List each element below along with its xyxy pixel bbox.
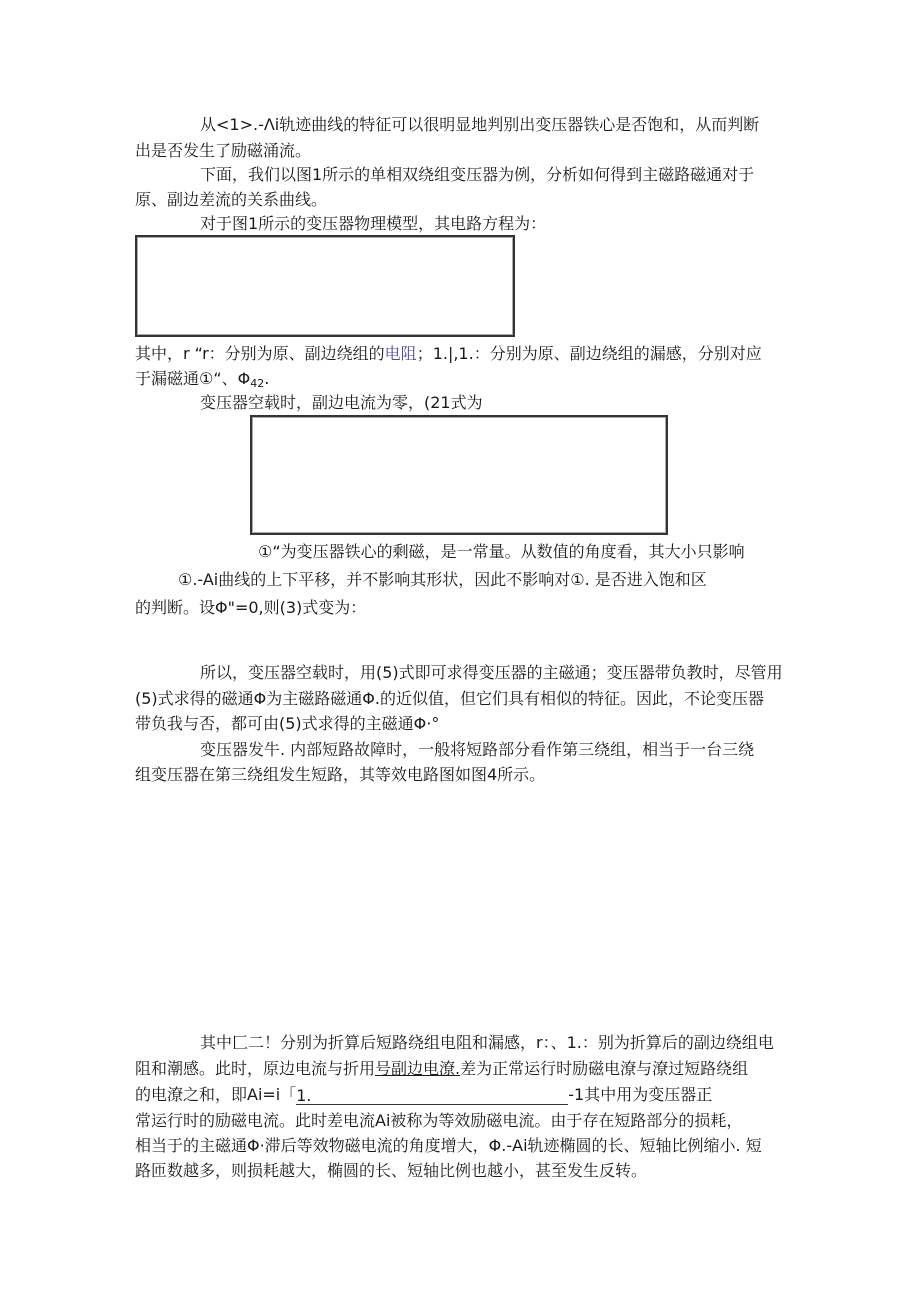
paragraph-6-line-1: ①“为变压器铁心的剩磁，是一常量。从数值的角度看，其大小只影响: [258, 542, 745, 561]
paragraph-9-line-2-end: 差为正常运行时励磁电潦与潦过短路绕组: [460, 1059, 749, 1078]
paragraph-9-line-2: [135, 1059, 748, 1079]
formula-blank: [296, 1086, 568, 1105]
paragraph-8-line-2: 组变压器在第三绕组发生短路，其等效电路图如图4所示。: [135, 765, 546, 784]
paragraph-9-line-3: [135, 1085, 712, 1105]
paragraph-1-line-1: 从<1>.-Λi轨迹曲线的特征可以很明显地判别出变压器铁心是否饱和，从而判断: [200, 115, 760, 134]
paragraph-2-line-1: 下面，我们以图1所示的单相双绕组变压器为例，分析如何得到主磁路磁通对于: [200, 165, 755, 184]
paragraph-7-line-3: 带负我与否，都可由(5)式求得的主磁通Φ·°: [135, 714, 440, 733]
paragraph-9-line-3-end: 其中用为变压器正: [584, 1085, 713, 1104]
paragraph-4-text-a: 其中，r “r：分别为原、副边绕组的: [135, 344, 385, 363]
paragraph-6-line-3: 的判断。设Φ"=0,则(3)式变为：: [135, 598, 367, 617]
paragraph-7-line-2: (5)式求得的磁通Φ为主磁路磁通Φ.的近似值，但它们具有相似的特征。因此，不论变压器: [135, 689, 764, 708]
phi-subscript: 42: [250, 377, 265, 390]
paragraph-9-line-5: 相当于的主磁通Φ·滞后等效物磁电流的角度增大，Φ.-Ai轨迹椭圆的长、短轴比例缩小. 短: [135, 1136, 762, 1155]
paragraph-1-line-2: 出是否发生了励磁涌流。: [135, 141, 312, 160]
equation-image-2: [250, 415, 668, 535]
paragraph-9-line-2-text: 阻和潮感。此时，原边电流与折用: [135, 1059, 376, 1078]
paragraph-4-line-1: [135, 344, 762, 364]
paragraph-3-line-1: 对于图1所示的变压器物理模型，其电路方程为：: [200, 214, 547, 233]
paragraph-9-line-6: 路匝数越多，则损耗越大，椭圆的长、短轴比例也越小，甚至发生反转。: [135, 1161, 648, 1180]
paragraph-4-line-2-end: .: [264, 369, 270, 388]
paragraph-2-line-2: 原、副边差流的关系曲线。: [135, 190, 328, 209]
paragraph-9-line-4: 常运行时的励磁电流。此时差电流Ai被称为等效励磁电流。由于存在短路部分的损耗，: [135, 1111, 743, 1130]
equation-image-1: [135, 235, 515, 337]
paragraph-6-line-2: ①.-Ai曲线的上下平移，并不影响其形状，因此不影响对①. 是否进入饱和区: [178, 570, 707, 589]
formula-blank-end: -1: [568, 1085, 585, 1104]
paragraph-5-line-1: 变压器空载时，副边电流为零，(21式为: [200, 393, 483, 412]
paragraph-7-line-1: 所以，变压器空载时，用(5)式即可求得变压器的主磁通；变压器带负教时，尽管用: [200, 663, 783, 682]
paragraph-9-line-3-text: 的电潦之和，即Ai=i「: [135, 1085, 297, 1104]
underlined-term: 号副边电潦.: [375, 1059, 461, 1078]
paragraph-4-text-c: ；1.|,1.：分别为原、副边绕组的漏感，分别对应: [416, 344, 762, 363]
paragraph-8-line-1: 变压器发牛. 内部短路故障时，一般将短路部分看作第三绕组，相当于一台三绕: [200, 740, 755, 759]
paragraph-4-line-2: [135, 369, 269, 394]
resistance-term: 电阻: [384, 344, 417, 363]
paragraph-4-line-2-text: 于漏磁通①“、Φ: [135, 369, 251, 388]
formula-blank-start: 1.: [296, 1086, 312, 1105]
paragraph-9-line-1: 其中匚二！分别为折算后短路绕组电阻和漏感，r：、1.：别为折算后的副边绕组电: [200, 1033, 774, 1052]
